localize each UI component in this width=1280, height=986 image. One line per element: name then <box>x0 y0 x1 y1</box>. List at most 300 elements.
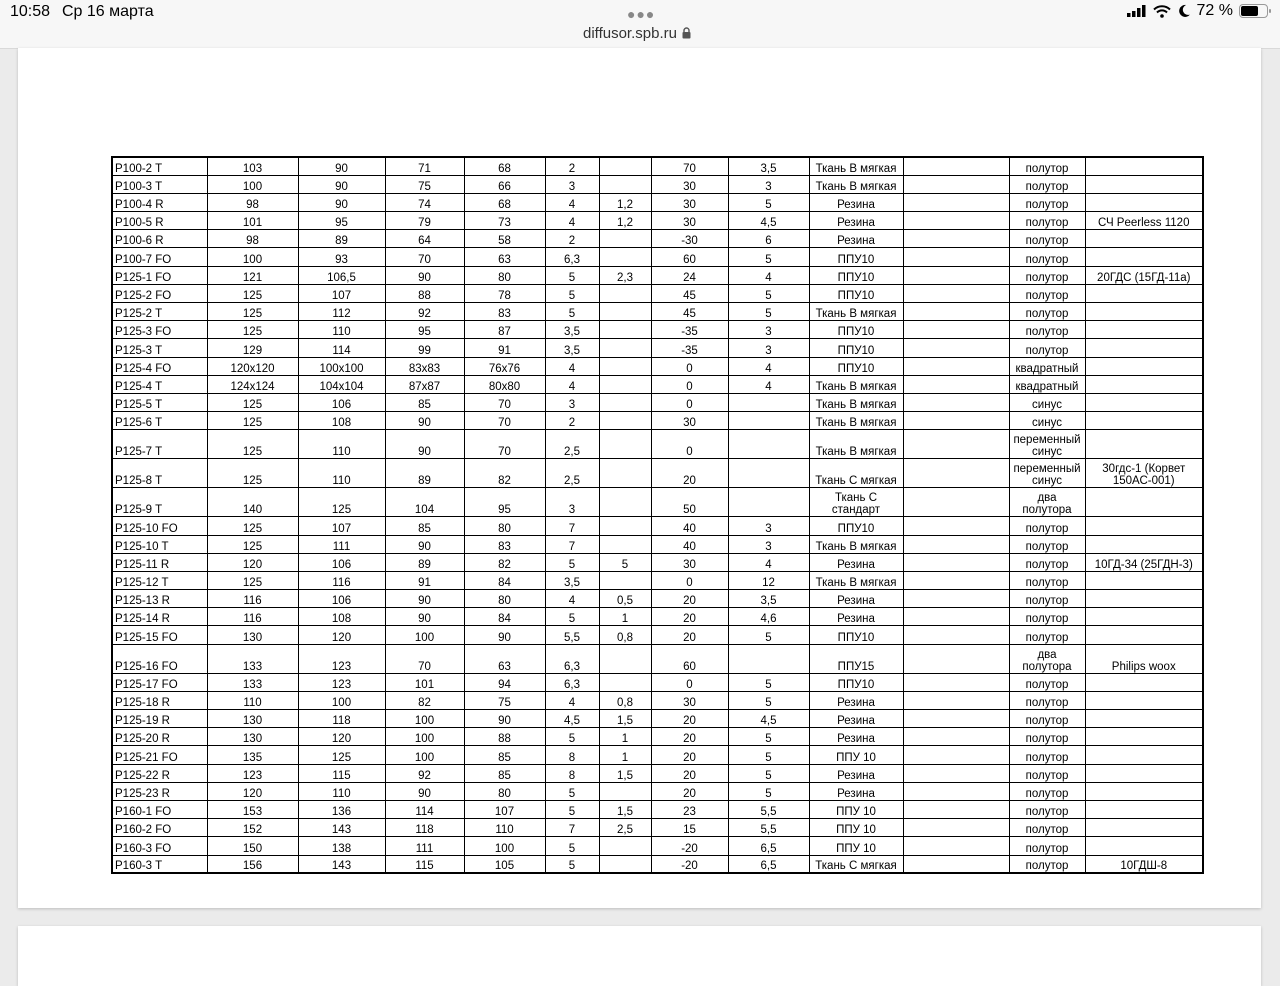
table-cell <box>599 248 651 266</box>
table-cell: 0,5 <box>599 590 651 608</box>
table-cell: полутор <box>1009 230 1085 248</box>
table-cell: 120 <box>207 553 298 571</box>
table-cell: 60 <box>651 644 728 673</box>
table-cell: полутор <box>1009 303 1085 321</box>
table-cell <box>1085 284 1203 302</box>
table-cell <box>1085 800 1203 818</box>
table-cell: 106,5 <box>298 266 385 284</box>
table-cell: 20 <box>651 608 728 626</box>
table-cell: P100-2 T <box>112 157 207 175</box>
table-cell: 80x80 <box>464 375 545 393</box>
table-row <box>112 430 1203 459</box>
table-cell <box>903 193 1009 211</box>
table-cell <box>599 339 651 357</box>
table-cell: Резина <box>809 764 903 782</box>
battery-icon <box>1239 4 1268 18</box>
table-row <box>112 357 1203 375</box>
table-row <box>112 393 1203 411</box>
table-cell: P125-3 T <box>112 339 207 357</box>
table-cell <box>1085 321 1203 339</box>
table-cell: P100-7 FO <box>112 248 207 266</box>
table-cell: 6,3 <box>545 644 599 673</box>
table-cell: 64 <box>385 230 464 248</box>
table-cell: 153 <box>207 800 298 818</box>
status-date: Ср 16 марта <box>62 3 154 20</box>
table-row <box>112 412 1203 430</box>
table-cell: P125-21 FO <box>112 746 207 764</box>
table-cell: 45 <box>651 284 728 302</box>
table-row <box>112 855 1203 873</box>
table-cell: 90 <box>385 266 464 284</box>
table-cell: 0 <box>651 673 728 691</box>
table-cell: 76x76 <box>464 357 545 375</box>
table-cell <box>903 535 1009 553</box>
table-cell: 85 <box>385 393 464 411</box>
table-cell: 100 <box>207 248 298 266</box>
table-cell: 90 <box>385 782 464 800</box>
table-cell: 0 <box>651 430 728 459</box>
table-cell: 121 <box>207 266 298 284</box>
table-cell: 90 <box>385 412 464 430</box>
table-cell: 50 <box>651 488 728 517</box>
table-cell: 5 <box>545 553 599 571</box>
table-cell: Ткань B мягкая <box>809 303 903 321</box>
table-cell: P125-10 T <box>112 535 207 553</box>
table-cell: 125 <box>207 393 298 411</box>
table-cell: 143 <box>298 819 385 837</box>
table-cell: 5,5 <box>728 819 809 837</box>
table-cell: P100-5 R <box>112 212 207 230</box>
table-cell: ППУ10 <box>809 266 903 284</box>
moon-icon <box>1177 4 1191 18</box>
table-cell: 80 <box>464 266 545 284</box>
table-cell <box>599 375 651 393</box>
cellular-signal-icon <box>1127 5 1147 17</box>
table-cell: полутор <box>1009 673 1085 691</box>
table-cell: P125-18 R <box>112 691 207 709</box>
table-cell <box>1085 728 1203 746</box>
table-cell: P125-5 T <box>112 393 207 411</box>
table-cell: 120 <box>298 626 385 644</box>
table-cell: полутор <box>1009 710 1085 728</box>
table-cell: 123 <box>298 673 385 691</box>
table-cell: 4 <box>545 691 599 709</box>
table-cell: P125-10 FO <box>112 517 207 535</box>
table-cell: 100 <box>385 710 464 728</box>
table-cell: 5 <box>728 303 809 321</box>
table-cell <box>1085 393 1203 411</box>
table-cell: -20 <box>651 837 728 855</box>
table-cell: 30 <box>651 691 728 709</box>
table-cell: 3 <box>728 175 809 193</box>
table-cell: 110 <box>298 430 385 459</box>
table-row <box>112 746 1203 764</box>
document-page <box>18 48 1261 908</box>
table-cell: 114 <box>385 800 464 818</box>
table-cell: 130 <box>207 710 298 728</box>
specification-table <box>111 156 1204 874</box>
table-cell <box>903 517 1009 535</box>
table-cell: 98 <box>207 193 298 211</box>
table-cell: P125-8 T <box>112 459 207 488</box>
table-cell: P125-4 FO <box>112 357 207 375</box>
table-cell: 20 <box>651 459 728 488</box>
table-cell: 5 <box>728 248 809 266</box>
table-cell: синус <box>1009 393 1085 411</box>
table-cell: 111 <box>385 837 464 855</box>
table-cell: 90 <box>298 193 385 211</box>
table-row <box>112 800 1203 818</box>
table-cell: 80 <box>464 590 545 608</box>
table-cell: Ткань B мягкая <box>809 430 903 459</box>
table-cell: P100-4 R <box>112 193 207 211</box>
table-cell <box>1085 248 1203 266</box>
battery-tip <box>1269 9 1271 13</box>
table-cell: 125 <box>207 430 298 459</box>
table-cell: 75 <box>385 175 464 193</box>
table-cell: 1 <box>599 746 651 764</box>
table-cell: 98 <box>207 230 298 248</box>
table-cell <box>1085 412 1203 430</box>
table-cell <box>1085 517 1203 535</box>
table-cell: ППУ10 <box>809 357 903 375</box>
table-cell: 103 <box>207 157 298 175</box>
lock-icon <box>682 27 691 39</box>
table-cell: 89 <box>385 553 464 571</box>
table-cell: 5 <box>545 728 599 746</box>
table-cell <box>1085 590 1203 608</box>
table-cell: 20ГДС (15ГД-11а) <box>1085 266 1203 284</box>
table-cell: 88 <box>464 728 545 746</box>
table-cell: 125 <box>207 535 298 553</box>
table-cell: 100 <box>385 626 464 644</box>
table-cell <box>903 644 1009 673</box>
table-cell <box>599 855 651 873</box>
table-cell <box>1085 535 1203 553</box>
table-cell: Резина <box>809 212 903 230</box>
table-cell: 0,8 <box>599 626 651 644</box>
table-cell: Резина <box>809 193 903 211</box>
table-row <box>112 626 1203 644</box>
table-cell: 20 <box>651 746 728 764</box>
table-cell <box>599 284 651 302</box>
table-cell: 124x124 <box>207 375 298 393</box>
table-cell: 71 <box>385 157 464 175</box>
table-cell <box>1085 837 1203 855</box>
table-cell: полутор <box>1009 782 1085 800</box>
table-cell <box>1085 303 1203 321</box>
table-cell: синус <box>1009 412 1085 430</box>
table-cell: 88 <box>385 284 464 302</box>
table-cell <box>903 212 1009 230</box>
table-cell: 156 <box>207 855 298 873</box>
table-cell: 89 <box>298 230 385 248</box>
table-cell: 23 <box>651 800 728 818</box>
table-cell: 95 <box>464 488 545 517</box>
table-cell: СЧ Peerless 1120 <box>1085 212 1203 230</box>
address-bar[interactable] <box>583 25 691 42</box>
table-cell <box>599 459 651 488</box>
table-cell: P125-17 FO <box>112 673 207 691</box>
table-cell: 70 <box>385 248 464 266</box>
table-cell: 94 <box>464 673 545 691</box>
table-row <box>112 590 1203 608</box>
table-cell: 30 <box>651 193 728 211</box>
table-cell: 7 <box>545 517 599 535</box>
table-cell: полутор <box>1009 175 1085 193</box>
table-cell: 116 <box>298 571 385 589</box>
table-cell: 90 <box>298 175 385 193</box>
table-cell <box>599 517 651 535</box>
table-cell: ППУ10 <box>809 517 903 535</box>
table-cell: 80 <box>464 517 545 535</box>
table-cell <box>903 412 1009 430</box>
table-cell: 5 <box>545 608 599 626</box>
table-cell: 99 <box>385 339 464 357</box>
table-cell <box>728 412 809 430</box>
table-cell: 3 <box>728 321 809 339</box>
url-text: diffusor.spb.ru <box>583 25 677 42</box>
table-cell: 123 <box>298 644 385 673</box>
table-cell: полутор <box>1009 266 1085 284</box>
table-cell <box>1085 193 1203 211</box>
table-cell: 125 <box>207 412 298 430</box>
table-row <box>112 535 1203 553</box>
table-cell: ППУ10 <box>809 673 903 691</box>
table-cell: 108 <box>298 412 385 430</box>
table-cell: 78 <box>464 284 545 302</box>
table-cell <box>903 339 1009 357</box>
table-cell: 106 <box>298 553 385 571</box>
table-cell: 4,5 <box>728 212 809 230</box>
table-cell <box>903 266 1009 284</box>
table-row <box>112 571 1203 589</box>
table-cell: 5,5 <box>728 800 809 818</box>
table-cell <box>599 157 651 175</box>
table-cell: P160-3 FO <box>112 837 207 855</box>
table-cell: полутор <box>1009 571 1085 589</box>
table-cell: 20 <box>651 710 728 728</box>
table-row <box>112 488 1203 517</box>
table-cell: Philips woox <box>1085 644 1203 673</box>
table-cell: 4,6 <box>728 608 809 626</box>
table-cell: P125-23 R <box>112 782 207 800</box>
table-cell <box>903 782 1009 800</box>
table-cell: 89 <box>385 459 464 488</box>
table-row <box>112 193 1203 211</box>
table-cell: 5 <box>545 800 599 818</box>
table-cell: 118 <box>385 819 464 837</box>
table-cell: Резина <box>809 553 903 571</box>
table-cell <box>728 393 809 411</box>
table-cell <box>903 553 1009 571</box>
table-cell: полутор <box>1009 626 1085 644</box>
table-cell: 125 <box>207 459 298 488</box>
table-cell: 100 <box>385 746 464 764</box>
table-cell: 70 <box>385 644 464 673</box>
table-cell: P125-11 R <box>112 553 207 571</box>
table-cell: 24 <box>651 266 728 284</box>
table-cell: 90 <box>464 626 545 644</box>
table-cell: P100-6 R <box>112 230 207 248</box>
table-cell: 90 <box>385 535 464 553</box>
table-cell: 45 <box>651 303 728 321</box>
table-cell: 63 <box>464 644 545 673</box>
table-cell: 4 <box>728 375 809 393</box>
table-cell: 5 <box>545 266 599 284</box>
table-cell: 3,5 <box>728 157 809 175</box>
table-cell: полутор <box>1009 590 1085 608</box>
table-cell: P125-14 R <box>112 608 207 626</box>
table-row <box>112 517 1203 535</box>
table-cell: 75 <box>464 691 545 709</box>
table-cell: 0 <box>651 375 728 393</box>
table-cell: Ткань B мягкая <box>809 175 903 193</box>
table-cell: P125-19 R <box>112 710 207 728</box>
table-cell: 91 <box>385 571 464 589</box>
more-options-icon[interactable]: ●●● <box>627 6 656 22</box>
table-cell: ППУ 10 <box>809 819 903 837</box>
table-cell: 1,5 <box>599 764 651 782</box>
table-cell: 125 <box>207 284 298 302</box>
table-cell <box>903 837 1009 855</box>
table-cell: переменный синус <box>1009 430 1085 459</box>
table-cell: 110 <box>207 691 298 709</box>
table-cell: Резина <box>809 710 903 728</box>
table-cell: 107 <box>298 284 385 302</box>
table-cell: ППУ 10 <box>809 837 903 855</box>
table-cell: 20 <box>651 626 728 644</box>
table-cell: полутор <box>1009 746 1085 764</box>
table-cell: P125-13 R <box>112 590 207 608</box>
table-cell: 0 <box>651 357 728 375</box>
table-cell <box>1085 764 1203 782</box>
table-cell: -35 <box>651 321 728 339</box>
table-cell: полутор <box>1009 764 1085 782</box>
table-cell: 107 <box>464 800 545 818</box>
table-cell: 4 <box>545 375 599 393</box>
table-cell: 6,5 <box>728 837 809 855</box>
table-cell: -20 <box>651 855 728 873</box>
table-cell <box>1085 375 1203 393</box>
table-cell: 112 <box>298 303 385 321</box>
table-cell <box>903 673 1009 691</box>
table-cell: P125-16 FO <box>112 644 207 673</box>
table-cell <box>903 321 1009 339</box>
table-cell: 110 <box>298 782 385 800</box>
table-cell: 7 <box>545 535 599 553</box>
table-cell: полутор <box>1009 800 1085 818</box>
table-cell: 104x104 <box>298 375 385 393</box>
table-cell: 123 <box>207 764 298 782</box>
table-cell: 4 <box>545 357 599 375</box>
table-cell: 108 <box>298 608 385 626</box>
table-cell: 118 <box>298 710 385 728</box>
table-cell <box>1085 710 1203 728</box>
table-row <box>112 819 1203 837</box>
table-cell: 110 <box>464 819 545 837</box>
table-cell: 82 <box>464 553 545 571</box>
table-cell <box>903 746 1009 764</box>
table-cell: 66 <box>464 175 545 193</box>
table-cell <box>903 819 1009 837</box>
table-cell: 5 <box>545 837 599 855</box>
table-cell: 4,5 <box>545 710 599 728</box>
table-cell <box>903 284 1009 302</box>
table-cell: 3 <box>728 517 809 535</box>
table-cell: полутор <box>1009 284 1085 302</box>
table-cell: 5 <box>728 691 809 709</box>
table-cell: переменный синус <box>1009 459 1085 488</box>
table-cell: Ткань B мягкая <box>809 375 903 393</box>
table-cell: 115 <box>298 764 385 782</box>
table-cell: 3 <box>728 339 809 357</box>
table-cell <box>599 412 651 430</box>
table-cell <box>599 357 651 375</box>
status-bar <box>0 0 1280 49</box>
status-time: 10:58 <box>10 3 51 20</box>
table-cell: 5 <box>545 284 599 302</box>
table-cell: P125-6 T <box>112 412 207 430</box>
table-cell: 4 <box>728 266 809 284</box>
table-cell: полутор <box>1009 819 1085 837</box>
table-cell: 87x87 <box>385 375 464 393</box>
table-cell <box>1085 339 1203 357</box>
table-cell: Ткань B мягкая <box>809 412 903 430</box>
table-cell: 125 <box>298 746 385 764</box>
table-cell <box>903 728 1009 746</box>
table-cell: ППУ10 <box>809 339 903 357</box>
table-cell: 5 <box>728 193 809 211</box>
table-cell: 0,8 <box>599 691 651 709</box>
table-cell <box>599 321 651 339</box>
table-cell: 4 <box>728 553 809 571</box>
table-cell: 1 <box>599 608 651 626</box>
table-cell: 70 <box>464 412 545 430</box>
table-cell: 101 <box>207 212 298 230</box>
table-cell: 20 <box>651 764 728 782</box>
table-cell <box>903 855 1009 873</box>
table-cell <box>903 800 1009 818</box>
table-cell: 91 <box>464 339 545 357</box>
table-cell: 70 <box>651 157 728 175</box>
table-cell: -30 <box>651 230 728 248</box>
table-row <box>112 710 1203 728</box>
table-cell <box>1085 746 1203 764</box>
table-row <box>112 459 1203 488</box>
table-cell: 40 <box>651 535 728 553</box>
table-cell: 1,5 <box>599 710 651 728</box>
wifi-icon <box>1153 5 1171 18</box>
table-cell <box>599 571 651 589</box>
table-row <box>112 608 1203 626</box>
table-row <box>112 339 1203 357</box>
table-cell: P125-7 T <box>112 430 207 459</box>
table-cell: P125-22 R <box>112 764 207 782</box>
table-cell: полутор <box>1009 321 1085 339</box>
table-cell: 92 <box>385 303 464 321</box>
table-cell: 82 <box>385 691 464 709</box>
table-cell: 106 <box>298 590 385 608</box>
table-cell: полутор <box>1009 728 1085 746</box>
table-cell: 133 <box>207 644 298 673</box>
table-cell <box>1085 819 1203 837</box>
table-cell: 143 <box>298 855 385 873</box>
table-cell: полутор <box>1009 157 1085 175</box>
table-cell <box>903 590 1009 608</box>
table-cell: 3 <box>728 535 809 553</box>
table-cell: 3 <box>545 175 599 193</box>
